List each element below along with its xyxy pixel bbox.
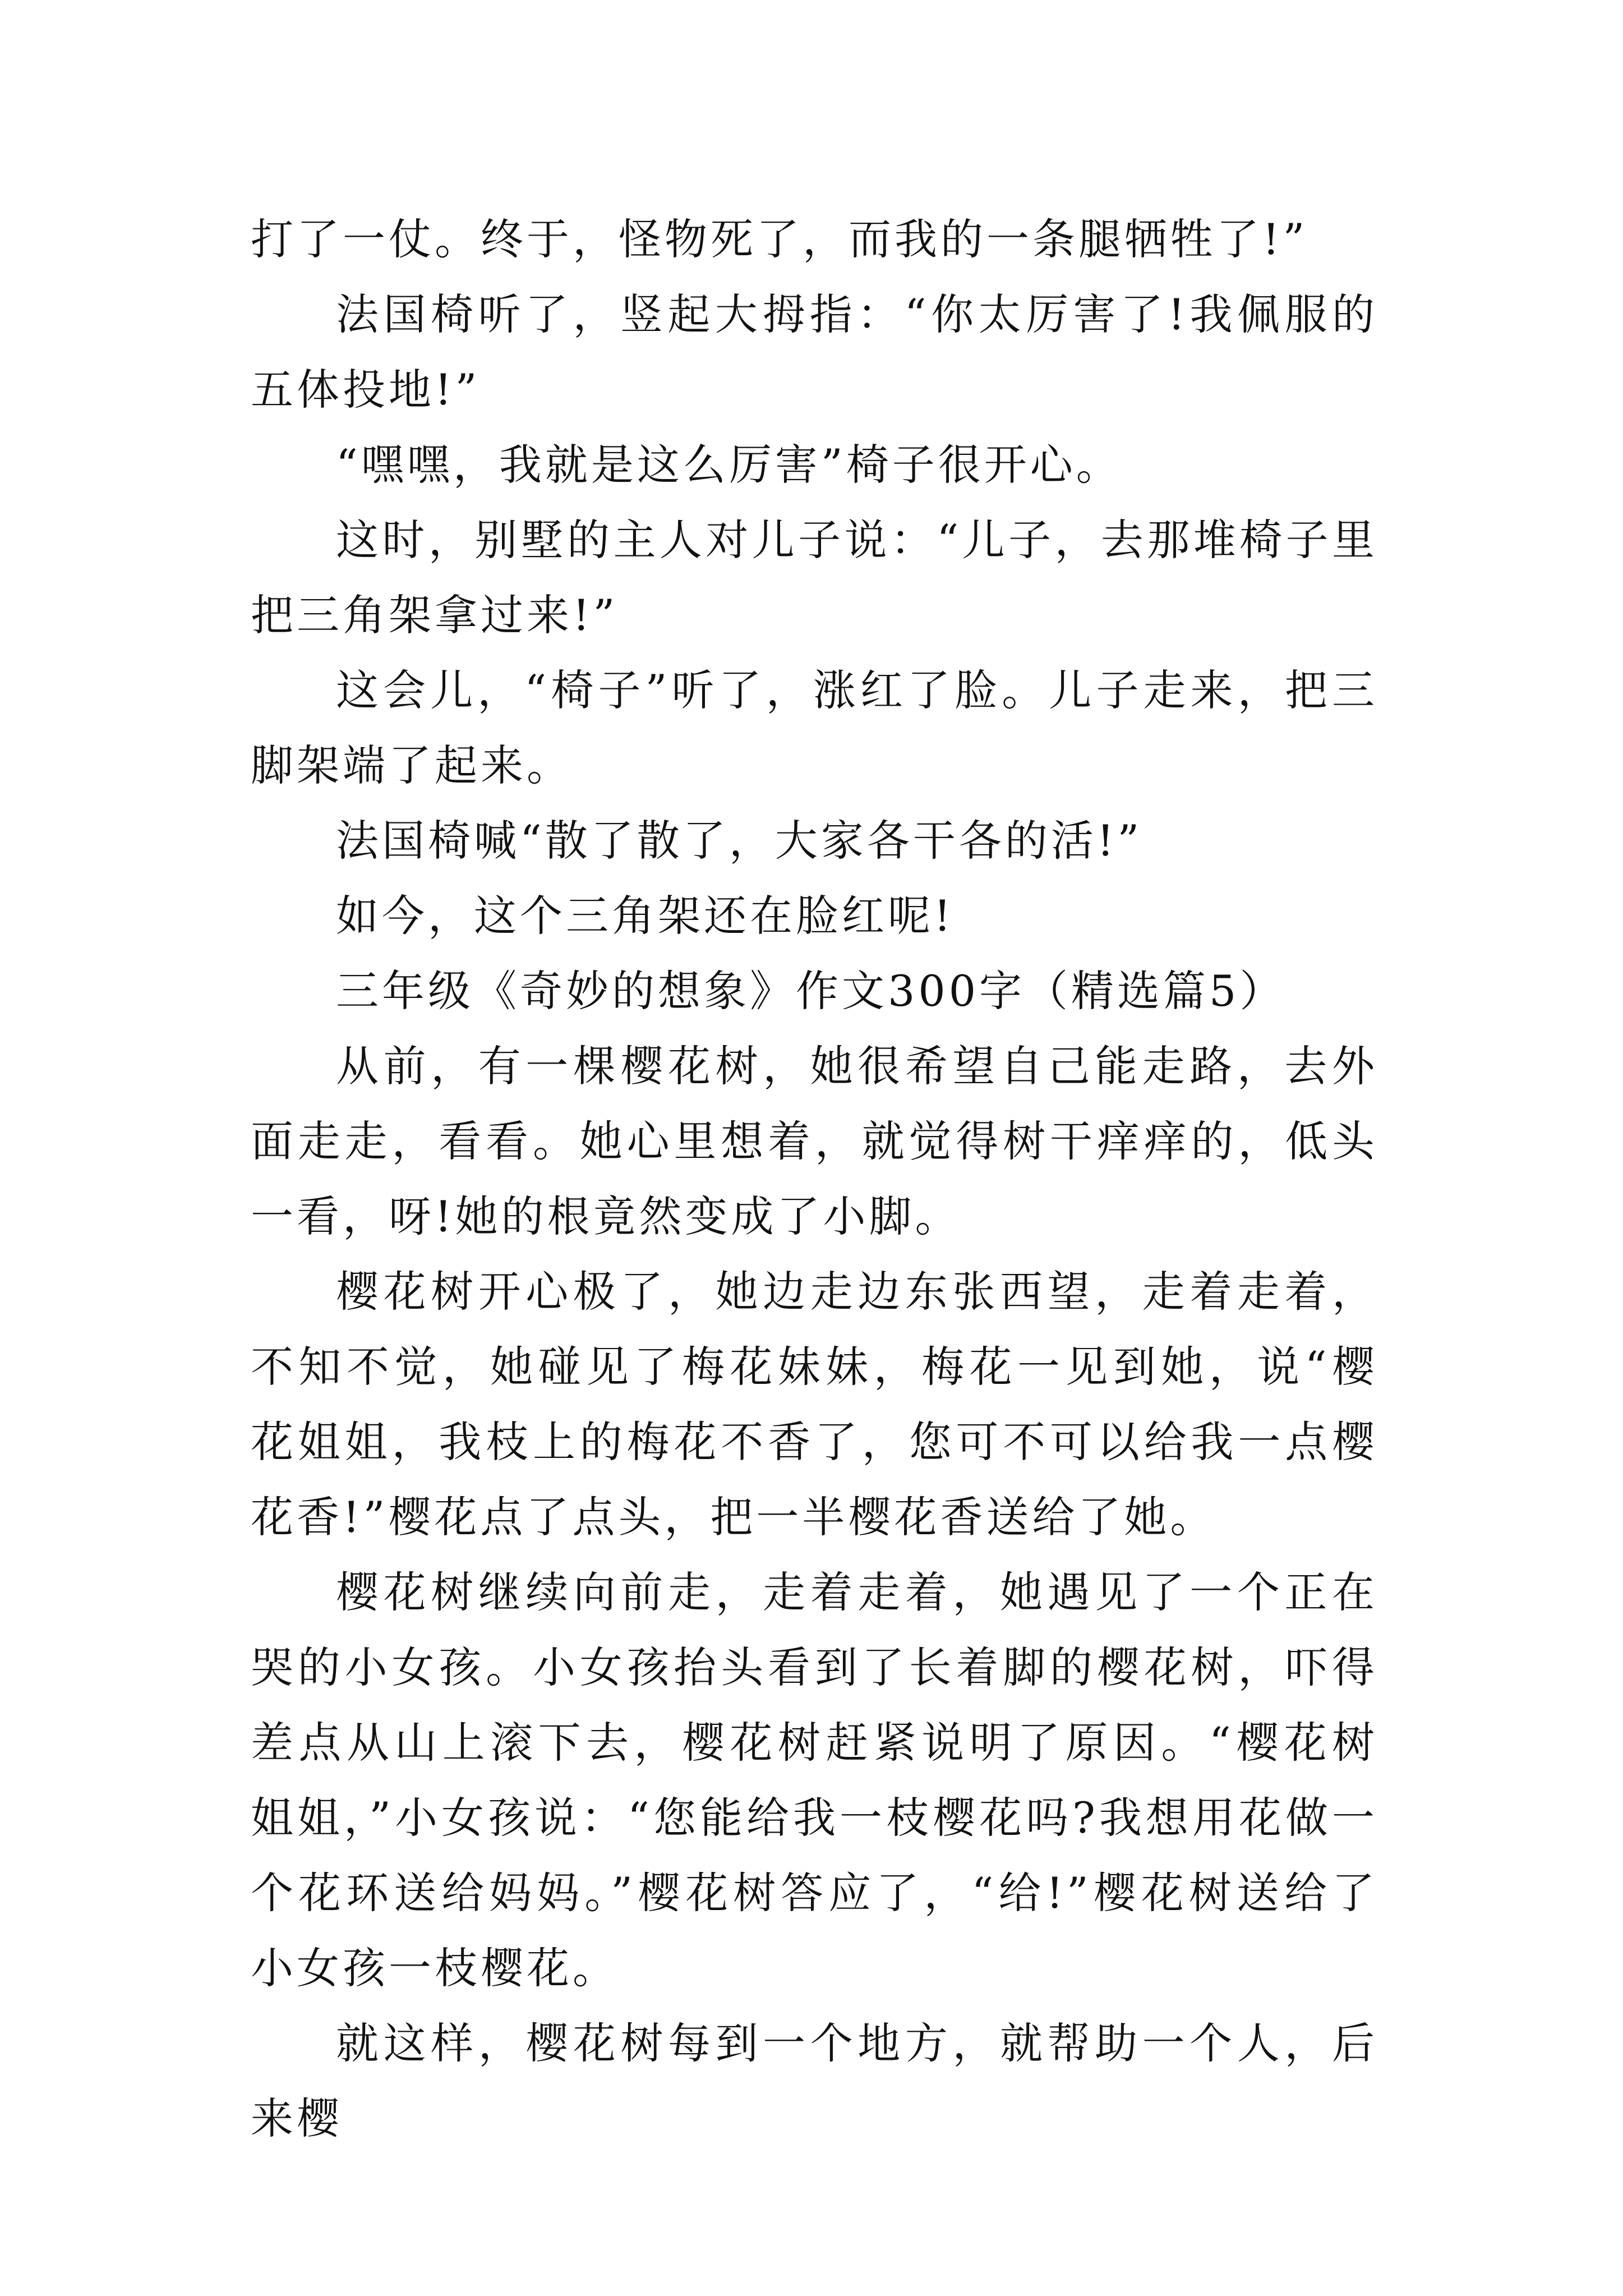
document-body — [251, 202, 1378, 2156]
paragraph: “嘿嘿，我就是这么厉害”椅子很开心。 — [336, 440, 1122, 490]
section-heading: 三年级《奇妙的想象》作文300字（精选篇5） — [336, 966, 1286, 1016]
paragraph: 打了一仗。终于，怪物死了，而我的一条腿牺牲了!” — [251, 214, 1308, 264]
paragraph: 这会儿，“椅子”听了，涨红了脸。儿子走来，把三脚架端了起来。 — [251, 665, 1378, 790]
paragraph: 从前，有一棵樱花树，她很希望自己能走路，去外面走走，看看。她心里想着，就觉得树干痒痒的，低头一看，呀!她的根竟然变成了小脚。 — [251, 1041, 1378, 1241]
paragraph: 樱花树开心极了，她边走边东张西望，走着走着，不知不觉，她碰见了梅花妹妹，梅花一见到她，说“樱花姐姐，我枝上的梅花不香了，您可不可以给我一点樱花香!”樱花点了点头，把一半樱花香送给了她。 — [251, 1267, 1378, 1542]
paragraph: 如今，这个三角架还在脸红呢! — [336, 891, 955, 941]
paragraph: 法国椅喊“散了散了，大家各干各的活!” — [336, 816, 1143, 866]
paragraph: 法国椅听了，竖起大拇指：“你太厉害了!我佩服的五体投地!” — [251, 289, 1378, 415]
paragraph: 这时，别墅的主人对儿子说：“儿子，去那堆椅子里把三角架拿过来!” — [251, 515, 1378, 640]
paragraph: 就这样，樱花树每到一个地方，就帮助一个人，后来樱 — [251, 2018, 1378, 2143]
paragraph: 樱花树继续向前走，走着走着，她遇见了一个正在哭的小女孩。小女孩抬头看到了长着脚的樱花树，吓得差点从山上滚下去，樱花树赶紧说明了原因。“樱花树姐姐，”小女孩说：“您能给我一枝樱花吗?我想用花做一个花环送给妈妈。”樱花树答应了，“给!”樱花树送给了小女孩一枝樱花。 — [251, 1567, 1378, 1993]
